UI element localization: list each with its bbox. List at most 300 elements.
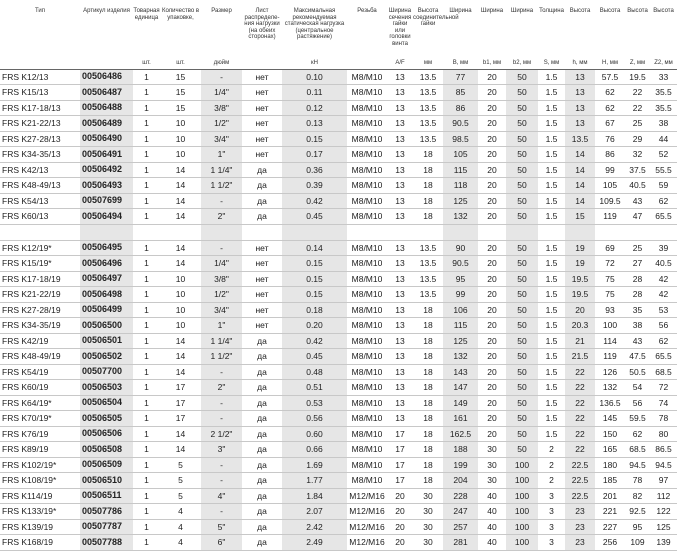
table-cell: 20 <box>478 380 506 396</box>
table-cell: 18 <box>413 411 443 427</box>
table-row <box>0 147 677 163</box>
column-header: Ширина сечения гайки или головки винта <box>388 8 412 47</box>
table-cell: 1.5 <box>538 349 565 365</box>
table-cell: 20 <box>478 162 506 178</box>
table-cell: 59 <box>650 178 677 194</box>
table-cell: 50 <box>506 193 538 209</box>
table-row <box>0 287 677 303</box>
table-cell: 180 <box>595 457 625 473</box>
table-cell: 125 <box>443 333 478 349</box>
empty-cell <box>625 224 650 240</box>
column-header: Резьба <box>357 8 377 14</box>
table-cell: 5" <box>201 519 242 535</box>
table-cell: 14 <box>160 162 201 178</box>
table-cell: 0.48 <box>282 364 347 380</box>
table-cell: 18 <box>413 302 443 318</box>
table-cell: 18 <box>413 442 443 458</box>
table-cell: 22 <box>565 364 595 380</box>
table-cell: 37.5 <box>625 162 650 178</box>
table-cell: M8/M10 <box>347 380 387 396</box>
article-cell: 00507787 <box>80 519 133 535</box>
table-cell: 1 <box>133 256 160 272</box>
table-cell: 10 <box>160 147 201 163</box>
table-cell: 72 <box>650 380 677 396</box>
table-cell: 3/8" <box>201 100 242 116</box>
table-cell: 20 <box>478 69 506 85</box>
table-row <box>0 256 677 272</box>
table-cell: 14 <box>565 193 595 209</box>
article-cell: 00506505 <box>80 411 133 427</box>
table-cell: нет <box>242 116 282 132</box>
column-header: Тип <box>34 8 45 14</box>
table-cell: да <box>242 364 282 380</box>
table-cell: 90 <box>443 240 478 256</box>
empty-cell <box>478 224 506 240</box>
table-cell: 18 <box>413 147 443 163</box>
table-cell: 1.5 <box>538 147 565 163</box>
table-cell: 18 <box>413 395 443 411</box>
type-cell: FRS K21-22/19 <box>0 287 80 303</box>
article-cell: 00506508 <box>80 442 133 458</box>
table-cell: 201 <box>595 488 625 504</box>
empty-cell <box>387 224 413 240</box>
table-cell: 1.5 <box>538 162 565 178</box>
table-cell: 1/4" <box>201 85 242 101</box>
table-cell: 50 <box>506 395 538 411</box>
table-cell: 14 <box>565 147 595 163</box>
table-cell: 105 <box>443 147 478 163</box>
table-cell: 20 <box>387 535 413 551</box>
table-cell: 13 <box>387 318 413 334</box>
table-cell: 100 <box>506 519 538 535</box>
table-cell: 5 <box>160 473 201 489</box>
table-cell: 13 <box>387 209 413 225</box>
table-cell: 13.5 <box>413 271 443 287</box>
empty-cell <box>347 224 387 240</box>
table-cell: 4 <box>160 519 201 535</box>
table-cell: 20 <box>478 178 506 194</box>
table-cell: - <box>201 193 242 209</box>
table-cell: 40 <box>478 504 506 520</box>
table-cell: 1 <box>133 85 160 101</box>
table-cell: 14 <box>160 349 201 365</box>
table-cell: 0.53 <box>282 395 347 411</box>
table-cell: 1 <box>133 473 160 489</box>
table-row <box>0 193 677 209</box>
table-cell: 94.5 <box>650 457 677 473</box>
table-cell: 20 <box>478 271 506 287</box>
table-row <box>0 162 677 178</box>
table-cell: 14 <box>160 240 201 256</box>
table-cell: 21 <box>565 333 595 349</box>
table-cell: 1.5 <box>538 302 565 318</box>
table-cell: 39 <box>650 240 677 256</box>
table-cell: 21.5 <box>565 349 595 365</box>
type-cell: FRS K42/19 <box>0 333 80 349</box>
table-cell: 50 <box>506 147 538 163</box>
table-separator-row <box>0 224 677 240</box>
table-cell: 30 <box>413 519 443 535</box>
table-cell: 14 <box>160 256 201 272</box>
table-cell: 55.5 <box>650 162 677 178</box>
table-cell: 56 <box>650 318 677 334</box>
table-cell: 119 <box>595 209 625 225</box>
table-cell: 50 <box>506 287 538 303</box>
table-cell: 3 <box>538 504 565 520</box>
column-header: Высота соединительной гайки <box>413 8 459 28</box>
table-cell: 20 <box>387 488 413 504</box>
table-cell: M8/M10 <box>347 116 387 132</box>
type-cell: FRS K15/13 <box>0 85 80 101</box>
table-cell: 30 <box>413 535 443 551</box>
table-cell: 18 <box>413 380 443 396</box>
table-cell: 13 <box>387 349 413 365</box>
table-cell: 112 <box>650 488 677 504</box>
table-cell: нет <box>242 302 282 318</box>
table-cell: 13 <box>387 240 413 256</box>
table-cell: 13 <box>387 162 413 178</box>
table-row <box>0 178 677 194</box>
table-cell: 13 <box>387 271 413 287</box>
table-body <box>0 69 677 550</box>
column-header: Товарная единица <box>133 8 160 21</box>
table-cell: 1 1/2" <box>201 178 242 194</box>
table-row <box>0 473 677 489</box>
table-cell: 18 <box>413 426 443 442</box>
table-cell: 50 <box>506 442 538 458</box>
table-row <box>0 85 677 101</box>
table-cell: 0.42 <box>282 193 347 209</box>
table-cell: 50 <box>506 302 538 318</box>
type-cell: FRS K168/19 <box>0 535 80 551</box>
type-cell: FRS K133/19* <box>0 504 80 520</box>
empty-cell <box>565 224 595 240</box>
table-cell: 38 <box>650 116 677 132</box>
table-cell: M8/M10 <box>347 442 387 458</box>
type-cell: FRS K17-18/19 <box>0 271 80 287</box>
unit-label <box>347 60 387 69</box>
table-cell: M8/M10 <box>347 209 387 225</box>
type-cell: FRS K34-35/13 <box>0 147 80 163</box>
table-cell: 80 <box>650 426 677 442</box>
table-cell: 132 <box>443 209 478 225</box>
table-cell: нет <box>242 100 282 116</box>
table-cell: 40 <box>478 488 506 504</box>
table-cell: 43 <box>625 333 650 349</box>
table-cell: 20 <box>478 364 506 380</box>
table-cell: 1.5 <box>538 178 565 194</box>
table-cell: 2.07 <box>282 504 347 520</box>
table-cell: 17 <box>160 411 201 427</box>
table-cell: 17 <box>160 395 201 411</box>
table-cell: 1 <box>133 302 160 318</box>
table-cell: 188 <box>443 442 478 458</box>
table-cell: 19.5 <box>565 287 595 303</box>
table-row <box>0 364 677 380</box>
table-cell: 1 <box>133 193 160 209</box>
table-row <box>0 240 677 256</box>
column-header: Размер <box>211 8 232 14</box>
table-cell: 20 <box>478 411 506 427</box>
table-cell: 13 <box>565 85 595 101</box>
header-row <box>0 0 677 60</box>
table-cell: 15 <box>160 69 201 85</box>
type-cell: FRS K34-35/19 <box>0 318 80 334</box>
table-cell: 56 <box>625 395 650 411</box>
table-cell: нет <box>242 147 282 163</box>
table-cell: 62 <box>650 333 677 349</box>
table-cell: 221 <box>595 504 625 520</box>
table-cell: 6" <box>201 535 242 551</box>
table-cell: 33 <box>650 69 677 85</box>
table-cell: 1.5 <box>538 287 565 303</box>
table-cell: M8/M10 <box>347 85 387 101</box>
article-cell: 00506493 <box>80 178 133 194</box>
unit-label: b1, мм <box>478 60 506 69</box>
table-cell: 145 <box>595 411 625 427</box>
table-cell: 32 <box>625 147 650 163</box>
table-cell: 28 <box>625 271 650 287</box>
article-cell: 00506499 <box>80 302 133 318</box>
article-cell: 00506504 <box>80 395 133 411</box>
table-cell: 3 <box>538 488 565 504</box>
table-cell: 68.5 <box>650 364 677 380</box>
article-cell: 00506492 <box>80 162 133 178</box>
table-cell: 132 <box>595 380 625 396</box>
table-cell: 50 <box>506 364 538 380</box>
table-cell: 65.5 <box>650 209 677 225</box>
table-cell: 1 <box>133 519 160 535</box>
table-cell: 13 <box>387 100 413 116</box>
table-cell: 27 <box>625 256 650 272</box>
table-cell: 85 <box>443 85 478 101</box>
table-cell: 3 <box>538 535 565 551</box>
table-cell: 20 <box>478 240 506 256</box>
table-cell: 20 <box>565 302 595 318</box>
table-cell: 1" <box>201 318 242 334</box>
table-cell: 199 <box>443 457 478 473</box>
article-cell: 00507699 <box>80 193 133 209</box>
table-cell: 18 <box>413 349 443 365</box>
table-cell: 29 <box>625 131 650 147</box>
table-cell: да <box>242 488 282 504</box>
table-cell: 1 1/4" <box>201 162 242 178</box>
table-cell: M8/M10 <box>347 193 387 209</box>
table-cell: 13 <box>387 116 413 132</box>
table-cell: 0.60 <box>282 426 347 442</box>
table-cell: 20 <box>478 256 506 272</box>
table-cell: 1.5 <box>538 209 565 225</box>
article-cell: 00506501 <box>80 333 133 349</box>
table-cell: 35.5 <box>650 100 677 116</box>
table-cell: 20 <box>478 349 506 365</box>
table-cell: 1.84 <box>282 488 347 504</box>
table-cell: M8/M10 <box>347 426 387 442</box>
unit-label <box>242 60 282 69</box>
table-cell: M8/M10 <box>347 473 387 489</box>
table-cell: 99 <box>595 162 625 178</box>
type-cell: FRS K60/13 <box>0 209 80 225</box>
table-cell: M8/M10 <box>347 411 387 427</box>
table-row <box>0 504 677 520</box>
table-cell: 50 <box>506 349 538 365</box>
table-cell: 18 <box>413 162 443 178</box>
table-cell: 0.39 <box>282 178 347 194</box>
table-cell: 77 <box>443 69 478 85</box>
table-cell: 1.5 <box>538 100 565 116</box>
table-cell: M8/M10 <box>347 302 387 318</box>
table-cell: 13 <box>387 69 413 85</box>
table-cell: нет <box>242 271 282 287</box>
table-cell: да <box>242 411 282 427</box>
table-cell: 2 <box>538 442 565 458</box>
empty-cell <box>160 224 201 240</box>
table-cell: 1/2" <box>201 287 242 303</box>
table-cell: 3/8" <box>201 271 242 287</box>
table-cell: 13 <box>387 193 413 209</box>
table-cell: 1 1/2" <box>201 349 242 365</box>
type-cell: FRS K42/13 <box>0 162 80 178</box>
table-cell: 18 <box>413 364 443 380</box>
table-cell: 10 <box>160 318 201 334</box>
table-cell: - <box>201 69 242 85</box>
table-cell: 17 <box>387 426 413 442</box>
table-cell: 13 <box>387 178 413 194</box>
table-cell: 4" <box>201 488 242 504</box>
table-cell: 69 <box>595 240 625 256</box>
table-row <box>0 395 677 411</box>
table-cell: 50 <box>506 85 538 101</box>
article-cell: 00507700 <box>80 364 133 380</box>
table-cell: 92.5 <box>625 504 650 520</box>
table-cell: 13 <box>387 131 413 147</box>
table-cell: 0.20 <box>282 318 347 334</box>
table-cell: 1.5 <box>538 364 565 380</box>
table-cell: 86 <box>595 147 625 163</box>
column-header: Артикул изделия <box>83 8 130 14</box>
table-cell: 122 <box>650 504 677 520</box>
table-cell: да <box>242 457 282 473</box>
table-cell: нет <box>242 85 282 101</box>
table-cell: 22 <box>625 100 650 116</box>
table-cell: 14 <box>565 178 595 194</box>
table-cell: 0.15 <box>282 287 347 303</box>
unit-label: Z, мм <box>625 60 650 69</box>
table-cell: M8/M10 <box>347 69 387 85</box>
table-cell: 50 <box>506 256 538 272</box>
table-cell: 0.45 <box>282 349 347 365</box>
table-cell: 20 <box>387 504 413 520</box>
column-header: Высота <box>599 8 621 14</box>
table-cell: - <box>201 395 242 411</box>
table-row <box>0 318 677 334</box>
table-cell: 1 <box>133 209 160 225</box>
table-cell: 139 <box>650 535 677 551</box>
table-cell: 1 <box>133 131 160 147</box>
table-cell: M8/M10 <box>347 240 387 256</box>
table-cell: - <box>201 457 242 473</box>
table-cell: 82 <box>625 488 650 504</box>
article-cell: 00506498 <box>80 287 133 303</box>
table-cell: 1.5 <box>538 256 565 272</box>
table-cell: 30 <box>413 504 443 520</box>
table-cell: 20 <box>478 209 506 225</box>
table-cell: 126 <box>595 364 625 380</box>
table-cell: 62 <box>650 193 677 209</box>
table-cell: 95 <box>625 519 650 535</box>
table-cell: 65.5 <box>650 349 677 365</box>
type-cell: FRS K54/13 <box>0 193 80 209</box>
table-cell: 1 <box>133 287 160 303</box>
table-cell: 165 <box>595 442 625 458</box>
table-cell: 13.5 <box>413 287 443 303</box>
unit-label: мм <box>413 60 443 69</box>
table-cell: 13 <box>387 287 413 303</box>
table-cell: да <box>242 535 282 551</box>
table-cell: 1 <box>133 240 160 256</box>
empty-cell <box>538 224 565 240</box>
article-cell: 00506509 <box>80 457 133 473</box>
table-cell: 1.5 <box>538 333 565 349</box>
article-cell: 00506494 <box>80 209 133 225</box>
table-cell: 0.17 <box>282 147 347 163</box>
table-cell: 1 <box>133 535 160 551</box>
table-cell: 13 <box>565 69 595 85</box>
table-cell: 2 <box>538 473 565 489</box>
table-cell: 53 <box>650 302 677 318</box>
table-cell: да <box>242 519 282 535</box>
table-cell: M8/M10 <box>347 457 387 473</box>
table-cell: 125 <box>650 519 677 535</box>
table-cell: 50 <box>506 209 538 225</box>
empty-cell <box>242 224 282 240</box>
table-cell: 1 <box>133 442 160 458</box>
table-cell: 35.5 <box>650 85 677 101</box>
table-cell: 143 <box>443 364 478 380</box>
table-cell: 281 <box>443 535 478 551</box>
table-cell: да <box>242 209 282 225</box>
table-cell: 247 <box>443 504 478 520</box>
table-cell: 1 <box>133 380 160 396</box>
table-cell: M12/M16 <box>347 504 387 520</box>
table-cell: 75 <box>595 287 625 303</box>
table-cell: M8/M10 <box>347 318 387 334</box>
table-cell: 22 <box>565 380 595 396</box>
table-cell: 23 <box>565 519 595 535</box>
table-cell: M8/M10 <box>347 100 387 116</box>
table-cell: 105 <box>595 178 625 194</box>
table-cell: 13.5 <box>565 131 595 147</box>
table-cell: 13.5 <box>413 256 443 272</box>
empty-cell <box>650 224 677 240</box>
table-cell: да <box>242 162 282 178</box>
table-cell: 227 <box>595 519 625 535</box>
table-cell: да <box>242 426 282 442</box>
table-cell: 14 <box>160 209 201 225</box>
table-cell: 13.5 <box>413 240 443 256</box>
table-cell: 5 <box>160 457 201 473</box>
column-header: Ширина <box>449 8 472 14</box>
table-cell: 13 <box>565 116 595 132</box>
table-cell: 13 <box>387 85 413 101</box>
table-cell: 22 <box>565 442 595 458</box>
table-cell: 100 <box>595 318 625 334</box>
table-cell: M12/M16 <box>347 535 387 551</box>
table-cell: 162.5 <box>443 426 478 442</box>
table-cell: 1.5 <box>538 380 565 396</box>
table-cell: 20 <box>478 131 506 147</box>
article-cell: 00506488 <box>80 100 133 116</box>
